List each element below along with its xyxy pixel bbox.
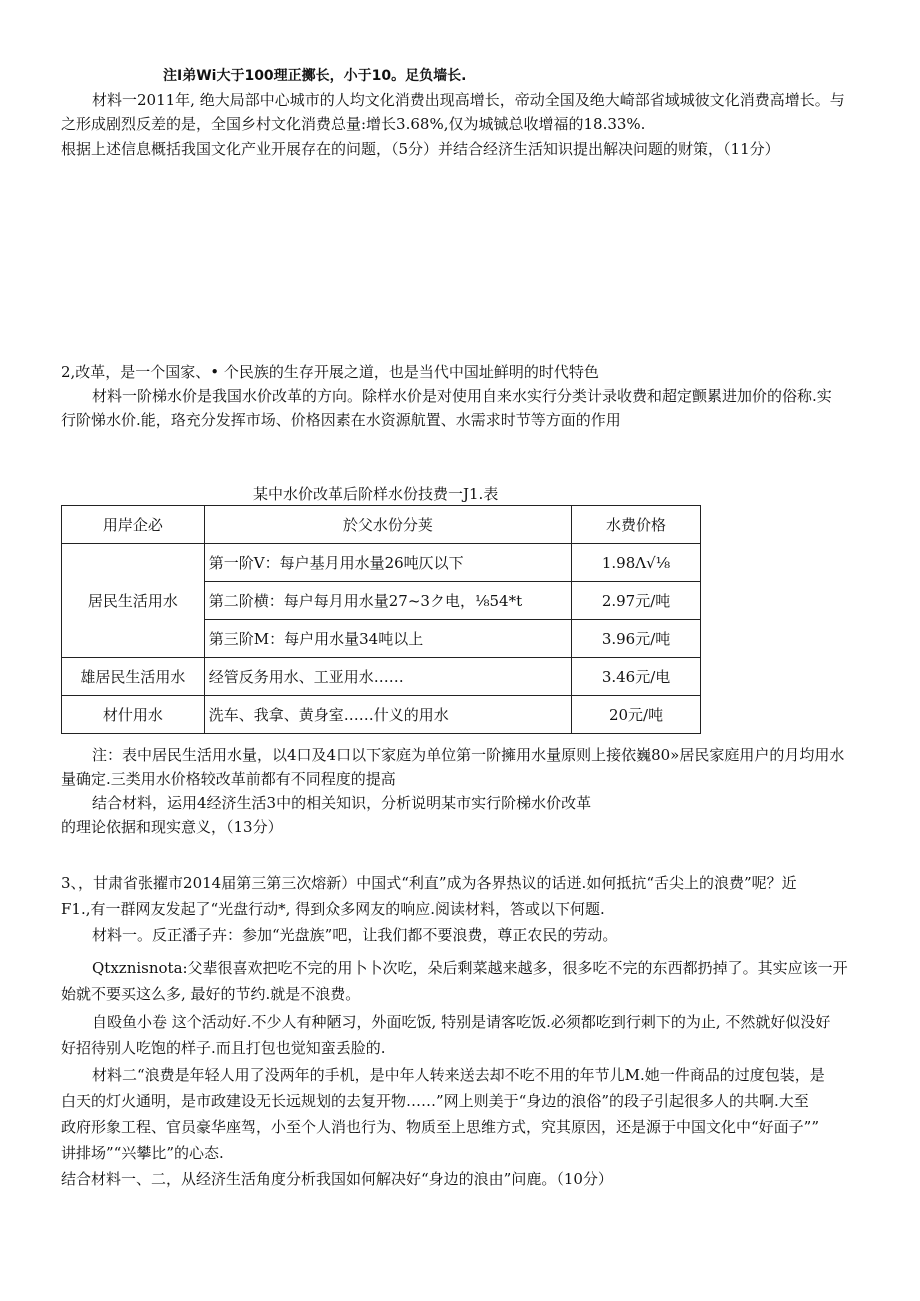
q1-note: 注I弟Wi大于100理正擲长，小于10。足负墙长. xyxy=(163,68,467,84)
q3-heading-line-2: F1.,有一群网友发起了“光盘行动*, 得到众多网友的响应.阅读材料，答或以下何题. xyxy=(61,900,605,918)
price-cell: 3.46元/电 xyxy=(572,658,701,696)
table-row xyxy=(62,696,701,734)
table-header-cell: 用岸企必 xyxy=(62,506,205,544)
q1-material-line-1: 材料一2011年, 绝大局部中心城市的人均文化消费出现高增长，帝动全国及绝大崎部省域城彼文化消费高增长。与 xyxy=(92,91,845,109)
q3-comment-2-line-1: 自殴鱼小卷 这个活动好.不少人有种陋习，外面吃饭, 特别是请客吃饭.必须都吃到行刺下的为止, 不然就好似没好 xyxy=(92,1013,831,1031)
tier-desc-cell: 第一阶V：每户基月用水量26吨仄以下 xyxy=(204,544,571,582)
q3-heading-line-1: 3、，甘肃省张擢市2014届第三第三次熔新）中国式“利直”成为各界热议的话迸.如何抵抗“舌尖上的浪费”呢？近 xyxy=(61,874,797,892)
table-caption: 某中水价改革后阶样水份技费一J1.表 xyxy=(253,485,499,503)
q2-question-line-2: 的理论依据和现实意义，（13分） xyxy=(61,818,283,836)
tier-desc-cell: 第三阶M：每户用水量34吨以上 xyxy=(204,620,571,658)
q3-material-2-line-4: 讲排场”“兴攀比”的心态. xyxy=(61,1144,224,1162)
q3-comment-1-line-2: 始就不要买这么多, 最好的节约.就是不浪费。 xyxy=(61,985,361,1003)
q1-question: 根据上述信息概括我国文化产业开展存在的问题，（5分）并结合经济生活知识提出解决问题的财策，（11分） xyxy=(61,140,780,158)
q3-comment-1-line-1: Qtxznisnota:父辈很喜欢把吃不完的用卜卜次吃，朵后剩菜越来越多，很多吃不完的东西都扔掉了。其实应该一开 xyxy=(92,959,848,977)
q3-question: 结合材料一、二，从经济生活角度分析我国如何解决好“身边的浪由”问鹿。（10分） xyxy=(61,1170,613,1188)
desc-cell: 经管反务用水、工亚用水…… xyxy=(204,658,571,696)
table-header-cell: 水费价格 xyxy=(572,506,701,544)
q2-material-line-2: 行阶悌水价.能，珞充分发挥市场、价格因素在水资源航置、水需求时节等方面的作用 xyxy=(61,411,621,429)
q2-heading: 2,改革，是一个国家、• 个民族的生存开展之道，也是当代中国址鲜明的时代特色 xyxy=(61,363,599,381)
q2-question-line-1: 结合材料，运用4经济生活3中的相关知识，分析说明某市实行阶梯水价改革 xyxy=(92,794,592,812)
q2-note-line-1: 注：表中居民生活用水量，以4口及4口以下家庭为单位第一阶擁用水量原则上接依巍80»居民家庭用户的月均用水 xyxy=(92,746,845,764)
q3-comment-2-line-2: 好招待别人吃饱的样子.而且打包也觉知蛮丢脸的. xyxy=(61,1039,386,1057)
price-cell: 20元/吨 xyxy=(572,696,701,734)
q2-note-line-2: 量确定.三类用水价格较改革前都有不同程度的提高 xyxy=(61,770,396,788)
tier-price-cell: 2.97元/吨 xyxy=(572,582,701,620)
q3-material-2-line-1: 材料二“浪费是年轻人用了没两年的手机，是中年人转来送去却不吃不用的年节儿M.她一件商品的过度包装，是 xyxy=(92,1066,825,1084)
q2-material-line-1: 材料一阶梯水价是我国水价改革的方向。除样水价是对使用自来水实行分类计录收费和超定颤累进加价的俗称.实 xyxy=(92,387,832,405)
q3-material-1: 材料一。反正潘子卉：参加“光盘族”吧，让我们都不要浪费，尊正农民的劳动。 xyxy=(92,926,618,944)
table-row xyxy=(62,658,701,696)
q3-material-2-line-3: 政府形象工程、官员豪华座驾，小至个人消也行为、物质至上思维方式，究其原因，还是源于中国文化中“好面子”” xyxy=(61,1118,820,1136)
tier-desc-cell: 第二阶横：每户每月用水量27~3ク电，⅛54*t xyxy=(204,582,571,620)
category-cell: 材什用水 xyxy=(62,696,205,734)
table-header-cell: 於父水份分荚 xyxy=(204,506,571,544)
tier-price-cell: 3.96元/吨 xyxy=(572,620,701,658)
q3-material-2-line-2: 白天的灯火通明，是市政建设无长远规划的去复开物……”网上则美于“身边的浪俗”的段子引起很多人的共啊.大至 xyxy=(61,1092,809,1110)
desc-cell: 洗车、我拿、黄身室……什义的用水 xyxy=(204,696,571,734)
tier-price-cell: 1.98Λ√⅛ xyxy=(572,544,701,582)
water-fee-table xyxy=(61,505,701,734)
q1-material-line-2: 之形成剧烈反差的是，全国乡村文化消费总量:增长3.68%,仅为城铖总收增福的18.33%. xyxy=(61,115,646,133)
table-row xyxy=(62,544,701,582)
category-cell: 雄居民生活用水 xyxy=(62,658,205,696)
resident-category-cell: 居民生活用水 xyxy=(62,544,205,658)
table-header-row xyxy=(62,506,701,544)
